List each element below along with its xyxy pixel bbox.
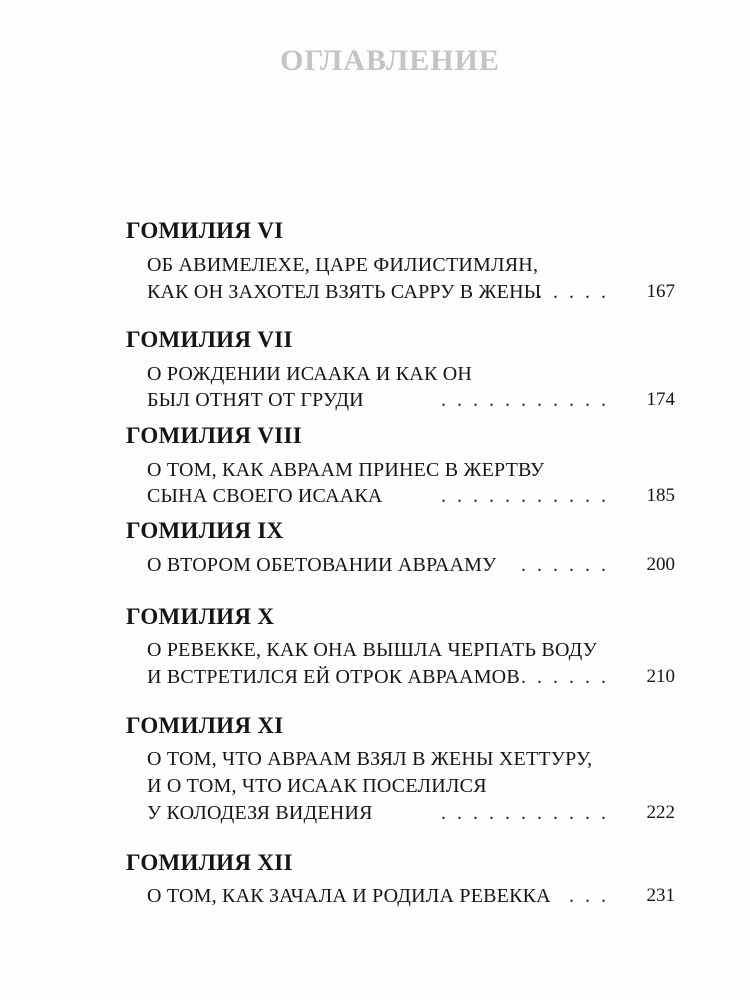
dot-leader: ...... <box>521 554 617 576</box>
entry-text: У КОЛОДЕЗЯ ВИДЕНИЯ <box>147 802 373 824</box>
entry-text: О ТОМ, ЧТО АВРААМ ВЗЯЛ В ЖЕНЫ ХЕТТУРУ, <box>147 748 593 770</box>
entry-text: О ТОМ, КАК АВРААМ ПРИНЕС В ЖЕРТВУ <box>147 459 545 481</box>
page-number: 231 <box>646 885 675 906</box>
page-number: 222 <box>646 802 675 823</box>
entry-line <box>147 251 675 279</box>
entry-text: КАК ОН ЗАХОТЕЛ ВЗЯТЬ САРРУ В ЖЕНЫ <box>147 281 542 303</box>
entry-text: СЫНА СВОЕГО ИСААКА <box>147 485 383 507</box>
homily-heading: ГОМИЛИЯ VI <box>126 218 284 243</box>
entry-text: БЫЛ ОТНЯТ ОТ ГРУДИ <box>147 389 364 411</box>
entry-line <box>147 663 675 691</box>
page-number: 185 <box>646 485 675 506</box>
page-number: 200 <box>646 554 675 575</box>
dot-leader: ........... <box>441 389 617 411</box>
dot-leader: ..... <box>537 281 617 303</box>
entry-text: О РЕВЕККЕ, КАК ОНА ВЫШЛА ЧЕРПАТЬ ВОДУ <box>147 639 598 661</box>
entry-line <box>147 799 675 827</box>
dot-leader: ...... <box>521 666 617 688</box>
entry-line <box>147 386 675 414</box>
entry-line <box>147 456 675 484</box>
entry-text: ОБ АВИМЕЛЕХЕ, ЦАРЕ ФИЛИСТИМЛЯН, <box>147 254 539 276</box>
homily-heading: ГОМИЛИЯ XII <box>126 850 293 875</box>
homily-heading: ГОМИЛИЯ X <box>126 604 275 629</box>
entry-text: О РОЖДЕНИИ ИСААКА И КАК ОН <box>147 363 472 385</box>
page-title: ОГЛАВЛЕНИЕ <box>280 44 500 77</box>
page-number: 174 <box>646 389 675 410</box>
page-number: 210 <box>646 666 675 687</box>
entry-line <box>147 360 675 388</box>
dot-leader: ........... <box>441 802 617 824</box>
entry-text: И О ТОМ, ЧТО ИСААК ПОСЕЛИЛСЯ <box>147 775 487 797</box>
entry-line <box>147 551 675 579</box>
homily-heading: ГОМИЛИЯ IX <box>126 518 284 543</box>
entry-line <box>147 772 675 800</box>
entry-text: И ВСТРЕТИЛСЯ ЕЙ ОТРОК АВРААМОВ <box>147 666 520 688</box>
entry-text: О ТОМ, КАК ЗАЧАЛА И РОДИЛА РЕВЕККА <box>147 885 551 907</box>
homily-heading: ГОМИЛИЯ VII <box>126 327 293 352</box>
entry-text: О ВТОРОМ ОБЕТОВАНИИ АВРААМУ <box>147 554 497 576</box>
page-number: 167 <box>646 281 675 302</box>
entry-line <box>147 278 675 306</box>
dot-leader: ........... <box>441 485 617 507</box>
entry-line <box>147 636 675 664</box>
dot-leader: ... <box>569 885 617 907</box>
homily-heading: ГОМИЛИЯ VIII <box>126 423 302 448</box>
homily-heading: ГОМИЛИЯ XI <box>126 713 284 738</box>
entry-line <box>147 482 675 510</box>
entry-line <box>147 882 675 910</box>
entry-line <box>147 745 675 773</box>
